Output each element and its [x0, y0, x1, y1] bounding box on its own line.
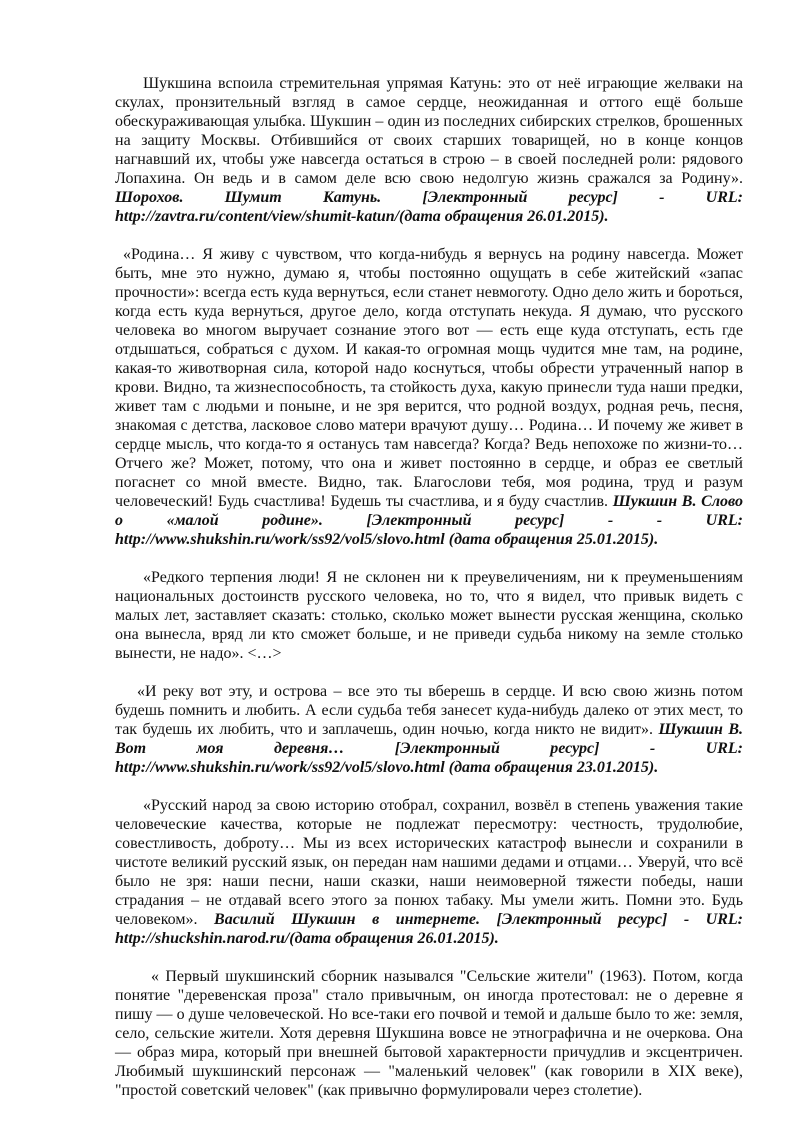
paragraph-katun — [115, 74, 743, 226]
citation: Василий Шукшин в интернете. [Электронный ресурс] - URL: http://shuckshin.narod.ru/(дата обращения 26.01.2015). — [115, 911, 743, 947]
paragraph-text: «И реку вот эту, и острова – все это ты вберешь в сердце. И всю свою жизнь потом будешь помнить и любить. А если судьба тебя занесет куда-нибудь далеко от этих мест, то так будешь их любить, что и заплачешь, один ночью, когда никто не видит». — [115, 683, 743, 738]
paragraph-text: «Редкого терпения люди! Я не склонен ни к преувеличениям, ни к преуменьшениям национальных достоинств русского человека, но то, что я видел, что привык видеть с малых лет, заставляет сказать: столько, сколько может вынести русская женщина, сколько она вынесла, вряд ли кто сможет больше, и не приведи судьба никому на земле столько вынести, не надо». <…> — [115, 569, 743, 662]
paragraph-text: «Родина… Я живу с чувством, что когда-нибудь я вернусь на родину навсегда. Может быть, мне это нужно, думаю я, чтобы постоянно ощущать в себе житейский «запас прочности»: всегда есть куда вернуться, если станет невмоготу. Одно дело жить и бороться, когда есть куда вернуться, другое дело, когда отступать некуда. Я думаю, что русского человека во многом выручает сознание этого вот — есть еще куда отступать, есть где отдышаться, собраться с духом. И какая-то огромная мощь чудится мне там, на родине, какая-то животворная сила, которой надо коснуться, чтобы обрести утраченный напор в крови. Видно, та жизнеспособность, та стойкость духа, какую принесли туда наши предки, живет там с людьми и поныне, и не зря верится, что родной воздух, родная речь, песня, знакомая с детства, ласковое слово матери врачуют душу… Родина… И почему же живет в сердце мысль, что когда-то я останусь там навсегда? Когда? Ведь непохоже по жизни-то… Отчего же? Может, потому, что она и живет постоянно в сердце, и образ ее светлый погаснет со мной вместе. Видно, так. Благослови тебя, моя родина, труд и разум человеческий! Будь счастлива! Будешь ты счастлива, и я буду счастлив. — [115, 246, 743, 510]
paragraph-text: Шукшина вспоила стремительная упрямая Катунь: это от неё играющие желваки на скулах, пронзительный взгляд в самое сердце, неожиданная и оттого ещё больше обескураживающая улыбка. Шукшин – один из последних сибирских стрелков, брошенных на защиту Москвы. Отбившийся от своих старших товарищей, но в конце концов нагнавший их, чтобы уже навсегда остаться в строю – в своей последней роли: рядового Лопахина. Он ведь и в самом деле всю свою недолгую жизнь сражался за Родину». — [115, 75, 743, 187]
paragraph-reka — [115, 682, 743, 777]
paragraph-sbornik — [115, 967, 743, 1100]
citation: Шорохов. Шумит Катунь. [Электронный ресурс] - URL: http://zavtra.ru/content/view/shumit-katun/(дата обращения 26.01.2015). — [115, 189, 743, 225]
citation: Шукшин В. Вот моя деревня… [Электронный ресурс] - URL: http://www.shukshin.ru/work/ss92/vol5/slovo.html (дата обращения 23.01.2015). — [115, 721, 743, 776]
paragraph-text: « Первый шукшинский сборник назывался "Сельские жители" (1963). Потом, когда понятие "деревенская проза" стало привычным, он иногда протестовал: не о деревне я пишу — о душе человеческой. Но все-таки его почвой и темой и дальше было то же: земля, село, сельские жители. Хотя деревня Шукшина вовсе не этнографична и не очеркова. Она — образ мира, который при внешней бытовой характерности причудлив и эксцентричен. Любимый шукшинский персонаж — "маленький человек" (как говорили в XIX веке), "простой советский человек" (как привычно формулировали через столетие). — [115, 968, 743, 1099]
paragraph-terpenie — [115, 568, 743, 663]
paragraph-text: «Русский народ за свою историю отобрал, сохранил, возвёл в степень уважения такие человеческие качества, которые не подлежат пересмотру: честность, трудолюбие, совестливость, доброту… Мы из всех исторических катастроф вынесли и сохранили в чистоте великий русский язык, он передан нам нашими дедами и отцами… Уверуй, что всё было не зря: наши песни, наши сказки, наши неимоверной тяжести победы, наши страдания – не отдавай всего этого за понюх табаку. Мы умели жить. Помни это. Будь человеком». — [115, 797, 743, 928]
citation: Шукшин В. Слово о «малой родине». [Электронный ресурс] - - URL: http://www.shukshin.ru/work/ss92/vol5/slovo.html (дата обращения 25.01.2015). — [115, 493, 743, 548]
paragraph-russkiy-narod — [115, 796, 743, 948]
paragraph-rodina — [115, 245, 743, 549]
